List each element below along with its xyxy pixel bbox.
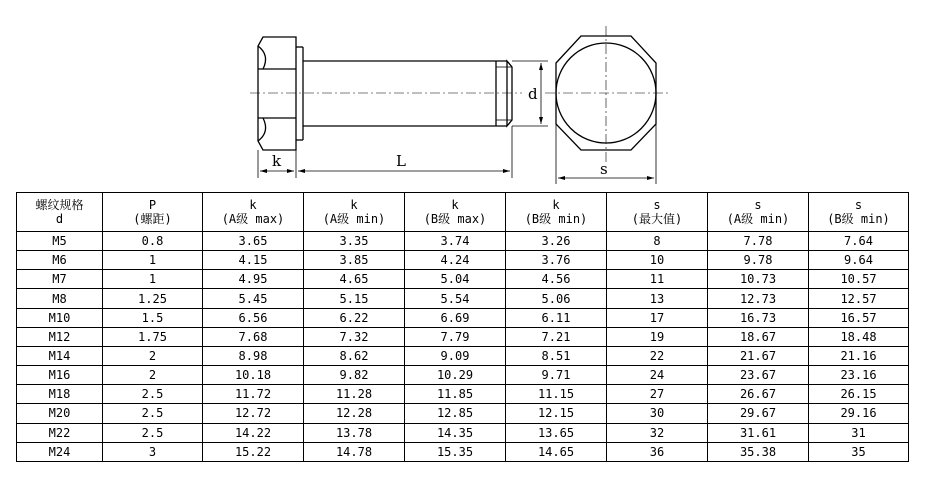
cell-thread-spec: M14 <box>17 346 103 365</box>
cell-k-b-max: 12.85 <box>405 404 506 423</box>
cell-k-b-min: 14.65 <box>506 442 607 461</box>
cell-pitch: 2 <box>103 366 203 385</box>
header-k-b-max: k (B级 max) <box>405 193 506 232</box>
cell-k-b-min: 5.06 <box>506 289 607 308</box>
cell-s-a-min: 10.73 <box>708 270 809 289</box>
cell-pitch: 2.5 <box>103 423 203 442</box>
cell-s-max: 13 <box>607 289 708 308</box>
bolt-technical-drawing <box>0 0 927 190</box>
cell-k-b-max: 7.79 <box>405 327 506 346</box>
cell-k-b-min: 11.15 <box>506 385 607 404</box>
cell-s-b-min: 9.64 <box>809 251 909 270</box>
cell-k-a-max: 10.18 <box>203 366 304 385</box>
cell-k-a-min: 8.62 <box>304 346 405 365</box>
cell-s-a-min: 21.67 <box>708 346 809 365</box>
cell-thread-spec: M24 <box>17 442 103 461</box>
cell-k-a-max: 3.65 <box>203 232 304 251</box>
cell-k-a-min: 13.78 <box>304 423 405 442</box>
cell-thread-spec: M6 <box>17 251 103 270</box>
cell-pitch: 1.25 <box>103 289 203 308</box>
cell-k-b-max: 11.85 <box>405 385 506 404</box>
dim-label-L: L <box>396 152 406 170</box>
header-k-a-max: k (A级 max) <box>203 193 304 232</box>
cell-s-max: 19 <box>607 327 708 346</box>
cell-s-max: 36 <box>607 442 708 461</box>
cell-k-a-max: 14.22 <box>203 423 304 442</box>
cell-k-a-min: 3.35 <box>304 232 405 251</box>
table-row <box>17 251 909 270</box>
table-row <box>17 366 909 385</box>
cell-s-b-min: 10.57 <box>809 270 909 289</box>
cell-k-a-min: 6.22 <box>304 308 405 327</box>
cell-k-b-max: 5.54 <box>405 289 506 308</box>
cell-k-a-max: 6.56 <box>203 308 304 327</box>
dim-label-d: d <box>528 85 538 103</box>
header-pitch: P (螺距) <box>103 193 203 232</box>
table-row <box>17 289 909 308</box>
cell-k-b-min: 3.76 <box>506 251 607 270</box>
cell-k-b-max: 5.04 <box>405 270 506 289</box>
cell-k-b-max: 9.09 <box>405 346 506 365</box>
cell-k-b-min: 8.51 <box>506 346 607 365</box>
cell-k-a-max: 8.98 <box>203 346 304 365</box>
table-row <box>17 442 909 461</box>
cell-s-max: 24 <box>607 366 708 385</box>
cell-k-a-max: 7.68 <box>203 327 304 346</box>
cell-k-b-max: 15.35 <box>405 442 506 461</box>
cell-pitch: 1.75 <box>103 327 203 346</box>
table-row <box>17 232 909 251</box>
header-s-a-min: s (A级 min) <box>708 193 809 232</box>
cell-s-b-min: 26.15 <box>809 385 909 404</box>
cell-k-b-min: 3.26 <box>506 232 607 251</box>
cell-s-max: 30 <box>607 404 708 423</box>
cell-k-b-max: 4.24 <box>405 251 506 270</box>
cell-s-b-min: 7.64 <box>809 232 909 251</box>
cell-thread-spec: M20 <box>17 404 103 423</box>
cell-s-max: 22 <box>607 346 708 365</box>
cell-thread-spec: M7 <box>17 270 103 289</box>
table-row <box>17 346 909 365</box>
cell-pitch: 2 <box>103 346 203 365</box>
cell-s-a-min: 26.67 <box>708 385 809 404</box>
table-header-row <box>17 193 909 232</box>
cell-s-b-min: 18.48 <box>809 327 909 346</box>
cell-s-a-min: 35.38 <box>708 442 809 461</box>
cell-k-b-min: 7.21 <box>506 327 607 346</box>
cell-thread-spec: M8 <box>17 289 103 308</box>
cell-s-a-min: 9.78 <box>708 251 809 270</box>
bolt-head-side-view <box>258 37 303 150</box>
cell-k-a-max: 11.72 <box>203 385 304 404</box>
cell-s-a-min: 23.67 <box>708 366 809 385</box>
cell-thread-spec: M18 <box>17 385 103 404</box>
cell-s-b-min: 35 <box>809 442 909 461</box>
cell-k-a-min: 11.28 <box>304 385 405 404</box>
cell-s-max: 17 <box>607 308 708 327</box>
cell-k-a-max: 12.72 <box>203 404 304 423</box>
cell-s-a-min: 12.73 <box>708 289 809 308</box>
cell-k-b-max: 14.35 <box>405 423 506 442</box>
cell-thread-spec: M5 <box>17 232 103 251</box>
cell-s-b-min: 23.16 <box>809 366 909 385</box>
cell-s-max: 27 <box>607 385 708 404</box>
cell-k-a-min: 12.28 <box>304 404 405 423</box>
cell-pitch: 0.8 <box>103 232 203 251</box>
cell-k-b-max: 10.29 <box>405 366 506 385</box>
table-row <box>17 423 909 442</box>
cell-k-b-min: 13.65 <box>506 423 607 442</box>
cell-s-b-min: 31 <box>809 423 909 442</box>
cell-s-a-min: 29.67 <box>708 404 809 423</box>
table-body <box>17 232 909 462</box>
cell-k-a-max: 5.45 <box>203 289 304 308</box>
cell-k-b-max: 6.69 <box>405 308 506 327</box>
cell-thread-spec: M10 <box>17 308 103 327</box>
cell-s-max: 10 <box>607 251 708 270</box>
cell-s-max: 8 <box>607 232 708 251</box>
header-s-b-min: s (B级 min) <box>809 193 909 232</box>
cell-thread-spec: M22 <box>17 423 103 442</box>
cell-k-a-max: 15.22 <box>203 442 304 461</box>
cell-k-a-min: 7.32 <box>304 327 405 346</box>
table-row <box>17 270 909 289</box>
cell-s-max: 32 <box>607 423 708 442</box>
cell-s-a-min: 16.73 <box>708 308 809 327</box>
cell-s-a-min: 31.61 <box>708 423 809 442</box>
cell-s-b-min: 29.16 <box>809 404 909 423</box>
cell-k-a-min: 3.85 <box>304 251 405 270</box>
cell-k-b-min: 9.71 <box>506 366 607 385</box>
cell-k-a-min: 4.65 <box>304 270 405 289</box>
cell-k-b-max: 3.74 <box>405 232 506 251</box>
cell-k-b-min: 6.11 <box>506 308 607 327</box>
cell-k-a-min: 9.82 <box>304 366 405 385</box>
bolt-spec-table <box>16 192 909 462</box>
table-row <box>17 327 909 346</box>
cell-s-b-min: 12.57 <box>809 289 909 308</box>
cell-s-b-min: 21.16 <box>809 346 909 365</box>
bolt-shank-side-view <box>303 61 512 126</box>
dim-label-s: s <box>600 160 608 178</box>
table-row <box>17 385 909 404</box>
dim-label-k: k <box>272 152 282 170</box>
cell-k-b-min: 12.15 <box>506 404 607 423</box>
cell-k-a-max: 4.15 <box>203 251 304 270</box>
cell-k-a-max: 4.95 <box>203 270 304 289</box>
cell-s-a-min: 7.78 <box>708 232 809 251</box>
cell-s-a-min: 18.67 <box>708 327 809 346</box>
cell-k-a-min: 14.78 <box>304 442 405 461</box>
cell-thread-spec: M16 <box>17 366 103 385</box>
header-thread-spec: 螺纹规格 d <box>17 193 103 232</box>
table-row <box>17 404 909 423</box>
header-k-b-min: k (B级 min) <box>506 193 607 232</box>
cell-pitch: 2.5 <box>103 404 203 423</box>
cell-thread-spec: M12 <box>17 327 103 346</box>
table-row <box>17 308 909 327</box>
header-k-a-min: k (A级 min) <box>304 193 405 232</box>
cell-pitch: 2.5 <box>103 385 203 404</box>
cell-pitch: 1 <box>103 270 203 289</box>
cell-pitch: 1 <box>103 251 203 270</box>
cell-s-b-min: 16.57 <box>809 308 909 327</box>
cell-pitch: 3 <box>103 442 203 461</box>
cell-pitch: 1.5 <box>103 308 203 327</box>
cell-s-max: 11 <box>607 270 708 289</box>
header-s-max: s (最大值) <box>607 193 708 232</box>
cell-k-b-min: 4.56 <box>506 270 607 289</box>
cell-k-a-min: 5.15 <box>304 289 405 308</box>
